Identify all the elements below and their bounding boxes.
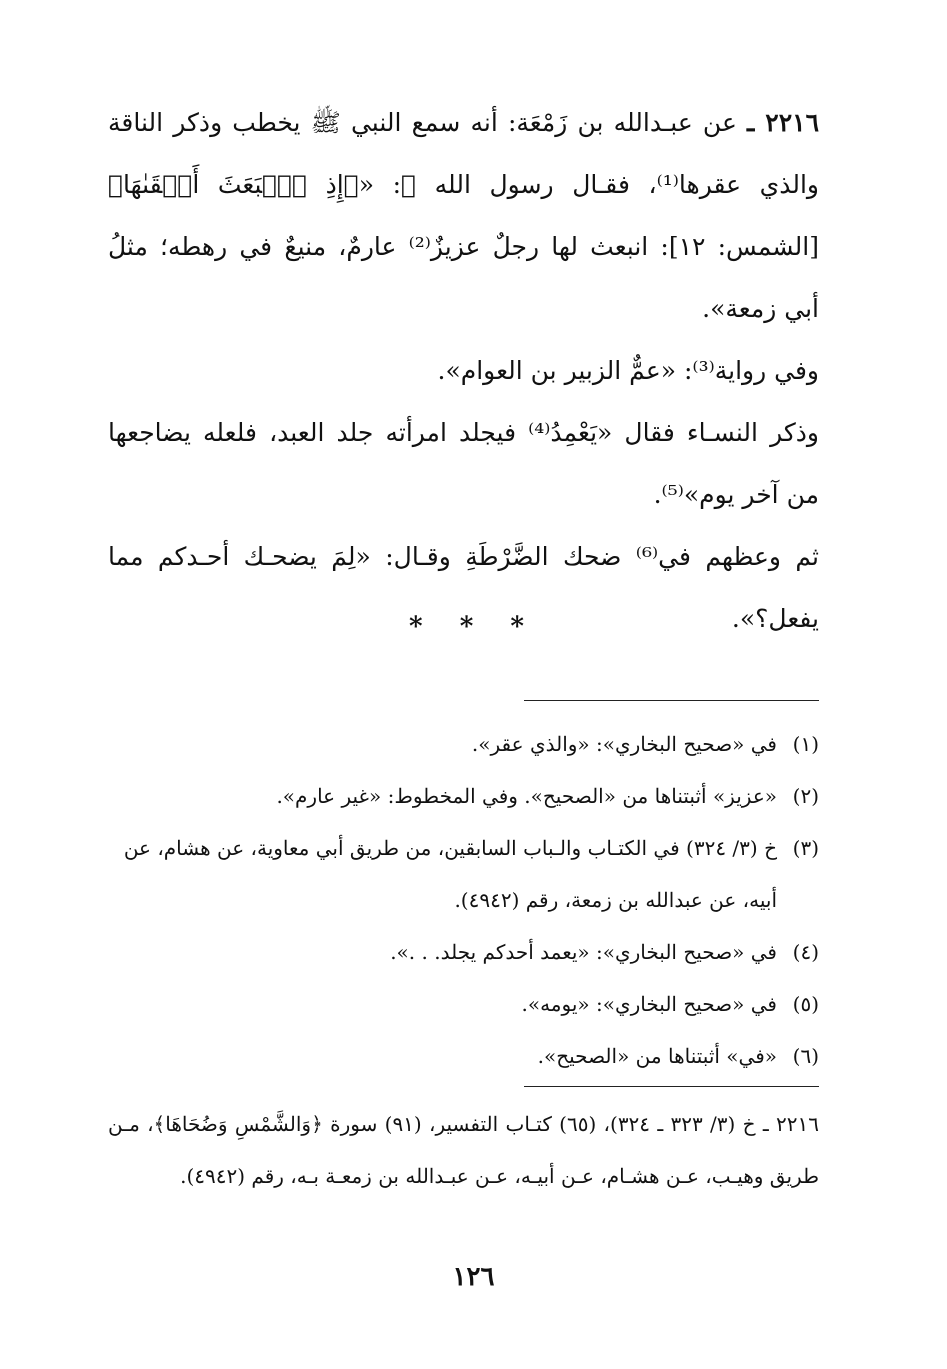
footnote-item xyxy=(108,926,819,978)
footnote-text: في «صحيح البخاري»: «يعمد أحدكم يجلد. . .». xyxy=(390,940,777,964)
footnote-divider xyxy=(524,700,819,701)
footnote-text: في «صحيح البخاري»: «والذي عقر». xyxy=(471,732,777,756)
footnote-item xyxy=(108,822,819,926)
hadith-source-reference: ٢٢١٦ ـ خ (٣/ ٣٢٣ ـ ٣٢٤)، (٦٥) كتـاب التفسير، (٩١) سورة ﴿وَالشَّمْسِ وَضُحَاهَا﴾، مـن طريق وهيـب، عـن هشـام، عـن أبيـه، عـن عبـدالله بن زمعـة بـه، رقم (٤٩٤٢). xyxy=(108,1112,819,1188)
footnote-marker: (٣) xyxy=(792,836,819,860)
footnote-item xyxy=(108,770,819,822)
hadith-paragraph-4: ثم وعظهم في⁽⁶⁾ ضحك الضَّرْطَةِ وقـال: «لِمَ يضحـك أحـدكم مما يفعل؟». xyxy=(108,542,819,633)
footnote-marker: (١) xyxy=(792,732,819,756)
hadith-paragraph-1: ٢٢١٦ ـ عن عبـدالله بن زَمْعَة: أنه سمع النبي ﷺ يخطب وذكر الناقة والذي عقرها⁽¹⁾، فقـال رسول الله ﷺ: «﴿إِذِ ٱنۢبَعَثَ أَشۡقَىٰهَا﴾[الشمس: ١٢]: انبعث لها رجلٌ عزيزٌ⁽²⁾ عارمٌ، منيعٌ في رهطه؛ مثلُ أبي زمعة». xyxy=(108,108,820,323)
footnote-item xyxy=(108,1030,819,1082)
footnote-text: «عزيز» أثبتناها من «الصحيح». وفي المخطوط: «غير عارم». xyxy=(276,784,777,808)
footnote-text: في «صحيح البخاري»: «يومه». xyxy=(521,992,777,1016)
hadith-paragraph-3: وذكر النسـاء فقال «يَعْمِدُ⁽⁴⁾ فيجلد امرأته جلد العبد، فلعله يضاجعها من آخر يوم»⁽⁵⁾. xyxy=(108,418,819,509)
hadith-paragraph-2: وفي رواية⁽³⁾: «عمٌّ الزبير بن العوام». xyxy=(437,356,819,385)
footnote-marker: (٥) xyxy=(792,992,819,1016)
hadith-text xyxy=(108,92,819,650)
footnote-text: «في» أثبتناها من «الصحيح». xyxy=(537,1044,777,1068)
footnotes xyxy=(108,718,819,1082)
footnote-item xyxy=(108,718,819,770)
hadith-number: ٢٢١٦ ـ xyxy=(747,108,820,137)
page-number: ١٢٦ xyxy=(452,1262,495,1292)
footnote-marker: (٦) xyxy=(792,1044,819,1068)
footnote-text: خ (٣/ ٣٢٤) في الكتـاب والـباب السابقين، من طريق أبي معاوية، عن هشام، عن أبيه، عن عبدالله بن زمعة، رقم (٤٩٤٢). xyxy=(123,836,777,912)
footnote-marker: (٢) xyxy=(792,784,819,808)
footnote-item xyxy=(108,978,819,1030)
section-separator: * * * xyxy=(409,612,538,642)
footnote-marker: (٤) xyxy=(792,940,819,964)
source-divider xyxy=(524,1086,819,1087)
